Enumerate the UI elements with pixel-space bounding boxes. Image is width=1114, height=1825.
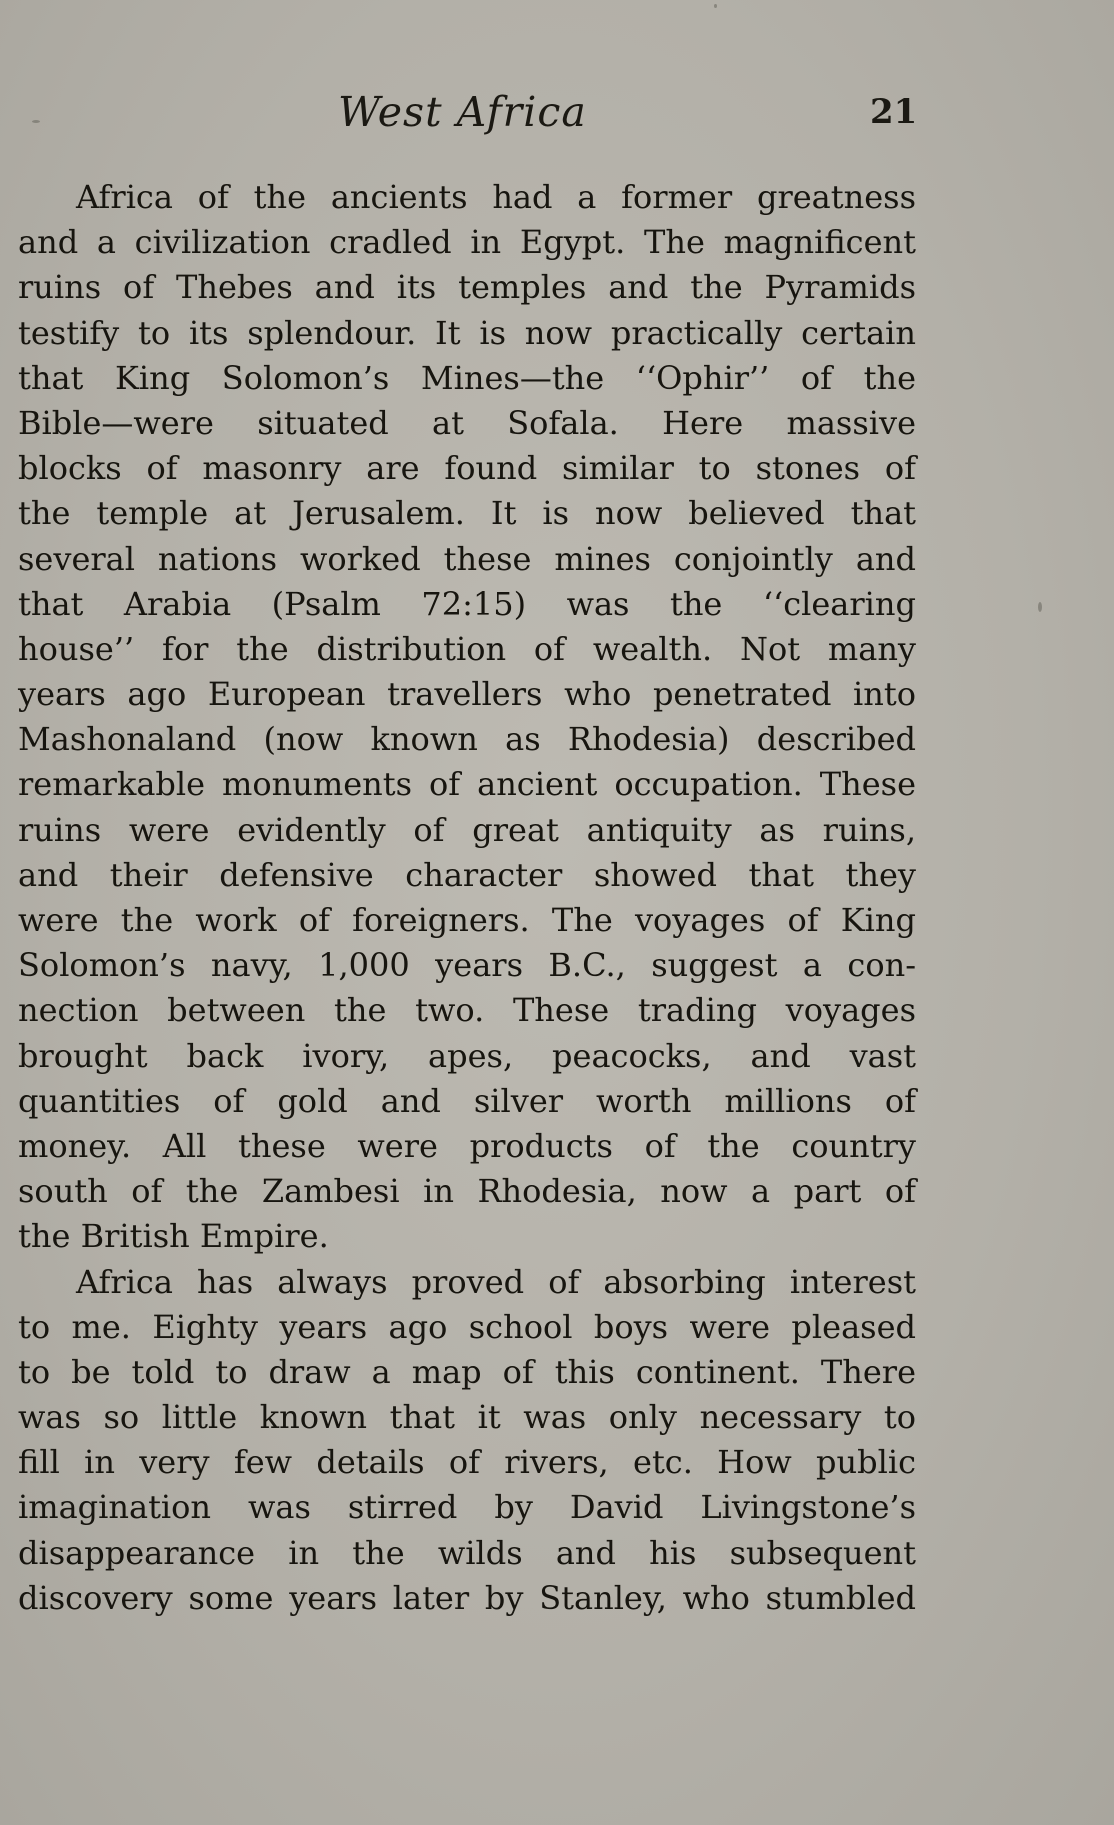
body-text — [18, 175, 916, 1621]
text-line: house’’ for the distribution of wealth. Not many — [18, 629, 916, 668]
text-line: were the work of foreigners. The voyages of King — [18, 901, 916, 939]
text-line: the temple at Jerusalem. It is now believed that — [18, 494, 916, 533]
text-line: the British Empire. — [18, 1217, 329, 1256]
paragraph-2 — [18, 1260, 916, 1622]
text-line: to be told to draw a map of this continent. There — [18, 1352, 916, 1391]
running-head — [0, 88, 1114, 148]
text-line: discovery some years later by Stanley, who stumbled — [18, 1578, 916, 1617]
text-line: Africa of the ancients had a former greatness — [76, 178, 916, 216]
text-line: brought back ivory, apes, peacocks, and vast — [18, 1036, 916, 1075]
text-line: that King Solomon’s Mines—the ‘‘Ophir’’ of the — [18, 358, 916, 397]
text-line: south of the Zambesi in Rhodesia, now a part of — [18, 1172, 916, 1211]
paper-speck — [32, 120, 40, 123]
text-line: that Arabia (Psalm 72:15) was the ‘‘clearing — [18, 584, 916, 623]
text-line: quantities of gold and silver worth millions of — [18, 1081, 916, 1120]
text-line: money. All these were products of the country — [18, 1126, 916, 1165]
paper-speck — [714, 4, 717, 8]
text-line: Mashonaland (now known as Rhodesia) described — [18, 720, 916, 759]
text-line: was so little known that it was only necessary to — [18, 1398, 916, 1437]
text-line: disappearance in the wilds and his subsequent — [18, 1533, 916, 1572]
text-line: Africa has always proved of absorbing interest — [76, 1262, 916, 1301]
text-line: and a civilization cradled in Egypt. The magnificent — [18, 223, 916, 262]
running-title: West Africa — [338, 88, 587, 136]
text-line: remarkable monuments of ancient occupation. These — [18, 765, 916, 804]
text-line: ruins of Thebes and its temples and the Pyramids — [18, 268, 916, 307]
text-line: Solomon’s navy, 1,000 years B.C., suggest a con- — [18, 946, 916, 985]
text-line: several nations worked these mines conjointly and — [18, 539, 916, 578]
text-line: years ago European travellers who penetrated into — [18, 675, 916, 714]
text-line: nection between the two. These trading voyages — [18, 991, 916, 1030]
paper-speck — [1038, 602, 1042, 612]
text-line: and their defensive character showed that they — [18, 855, 916, 894]
text-line: Bible—were situated at Sofala. Here massive — [18, 403, 916, 442]
text-line: blocks of masonry are found similar to stones of — [18, 449, 916, 488]
page-number: 21 — [870, 92, 918, 132]
text-line: ruins were evidently of great antiquity as ruins, — [18, 810, 916, 849]
text-line: imagination was stirred by David Livingstone’s — [18, 1488, 916, 1527]
text-line: fill in very few details of rivers, etc. How public — [18, 1443, 916, 1482]
text-line: to me. Eighty years ago school boys were pleased — [18, 1307, 916, 1346]
text-line: testify to its splendour. It is now practically certain — [18, 313, 916, 352]
paragraph-1 — [18, 175, 916, 1260]
